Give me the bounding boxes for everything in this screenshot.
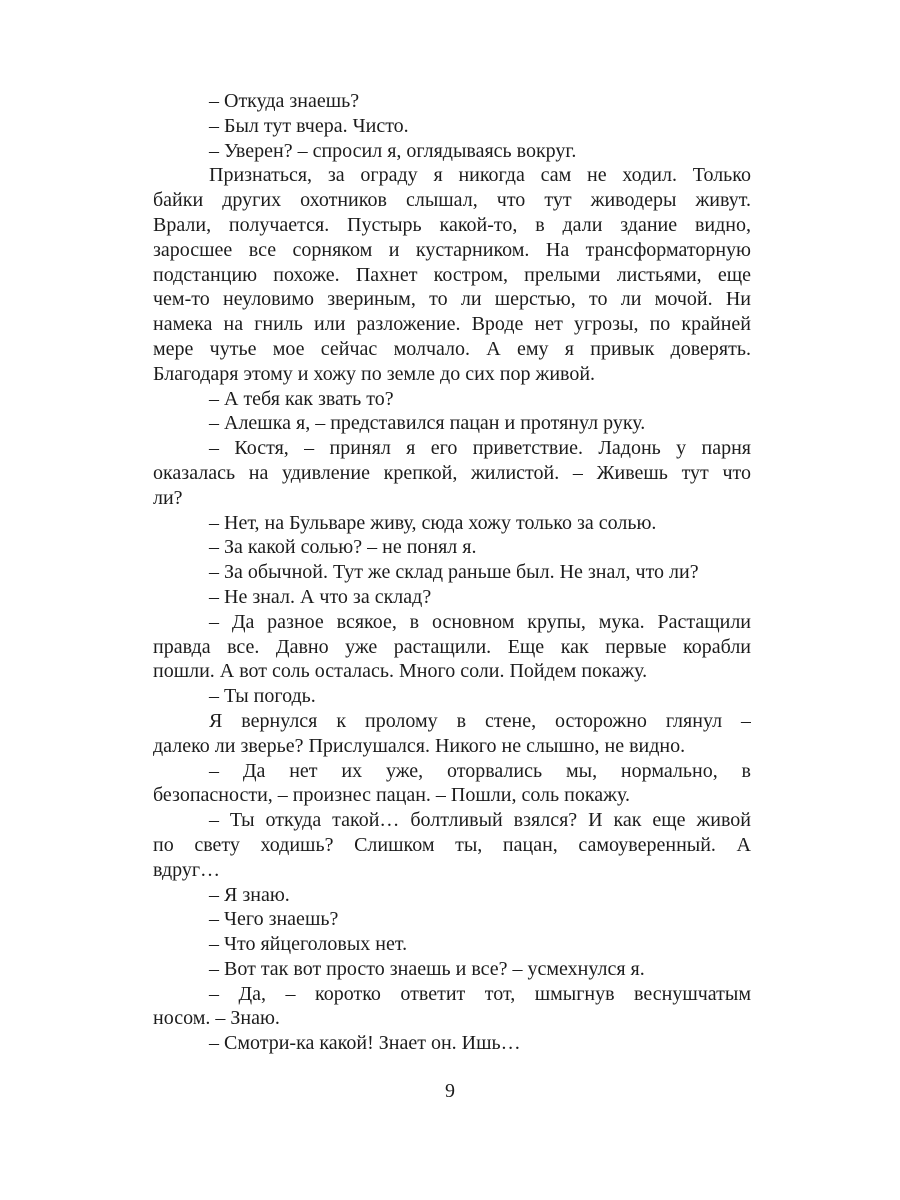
text-line: – Не знал. А что за склад? [209, 585, 432, 608]
text-line: мере чутье мое сейчас молчало. А ему я привык доверять. [153, 337, 751, 360]
paragraph [153, 387, 751, 412]
paragraph [153, 163, 751, 386]
text-line: безопасности, – произнес пацан. – Пошли, соль покажу. [153, 784, 630, 807]
text-line: далеко ли зверье? Прислушался. Никого не слышно, не видно. [153, 734, 686, 757]
paragraph [153, 1031, 751, 1056]
text-line: по свету ходишь? Слишком ты, пацан, самоуверенный. А [153, 833, 751, 856]
text-line: пошли. А вот соль осталась. Много соли. Пойдем покажу. [153, 660, 648, 683]
paragraph [153, 883, 751, 908]
text-line: – Вот так вот просто знаешь и все? – усмехнулся я. [209, 957, 645, 980]
paragraph [153, 759, 751, 809]
text-line: – Да разное всякое, в основном крупы, мука. Растащили [209, 610, 751, 633]
text-line: – Да, – коротко ответит тот, шмыгнув веснушчатым [209, 982, 751, 1005]
paragraph [153, 610, 751, 684]
paragraph [153, 511, 751, 536]
text-line: – Ты погодь. [209, 685, 316, 708]
paragraph [153, 436, 751, 510]
text-line: подстанцию похоже. Пахнет костром, прелыми листьями, еще [153, 263, 751, 286]
text-line: – Ты откуда такой… болтливый взялся? И как еще живой [209, 809, 751, 832]
page-text [153, 89, 751, 1056]
paragraph [153, 907, 751, 932]
paragraph [153, 684, 751, 709]
text-line: вдруг… [153, 858, 221, 881]
text-line: – Смотри-ка какой! Знает он. Ишь… [209, 1032, 521, 1055]
text-line: – Я знаю. [209, 883, 290, 906]
text-line: – Что яйцеголовых нет. [209, 933, 408, 956]
paragraph [153, 535, 751, 560]
page-number: 9 [445, 1080, 455, 1102]
paragraph [153, 411, 751, 436]
text-line: ли? [153, 486, 183, 509]
paragraph [153, 957, 751, 982]
text-line: – А тебя как звать то? [209, 387, 394, 410]
text-line: Благодаря этому и хожу по земле до сих пор живой. [153, 362, 596, 385]
paragraph [153, 139, 751, 164]
paragraph [153, 585, 751, 610]
paragraph [153, 560, 751, 585]
text-line: – За обычной. Тут же склад раньше был. Не знал, что ли? [209, 561, 699, 584]
text-line: Врали, получается. Пустырь какой-то, в дали здание видно, [153, 213, 751, 236]
text-line: оказалась на удивление крепкой, жилистой. – Живешь тут что [153, 461, 751, 484]
text-line: заросшее все сорняком и кустарником. На трансформаторную [153, 238, 751, 261]
text-line: – Уверен? – спросил я, оглядываясь вокруг. [209, 139, 577, 162]
paragraph [153, 709, 751, 759]
text-line: – Алешка я, – представился пацан и протянул руку. [209, 412, 646, 435]
text-line: байки других охотников слышал, что тут живодеры живут. [153, 189, 751, 212]
text-line: – Чего знаешь? [209, 908, 339, 931]
text-line: Признаться, за ограду я никогда сам не ходил. Только [209, 164, 751, 187]
text-line: – За какой солью? – не понял я. [209, 536, 477, 559]
text-line: – Нет, на Бульваре живу, сюда хожу только за солью. [209, 511, 657, 534]
paragraph [153, 808, 751, 882]
text-line: – Костя, – принял я его приветствие. Ладонь у парня [209, 437, 751, 460]
text-line: Я вернулся к пролому в стене, осторожно глянул – [209, 709, 751, 732]
paragraph [153, 89, 751, 114]
paragraph [153, 982, 751, 1032]
paragraph [153, 932, 751, 957]
text-line: намека на гниль или разложение. Вроде нет угрозы, по крайней [153, 313, 751, 336]
text-line: правда все. Давно уже растащили. Еще как первые корабли [153, 635, 751, 658]
text-line: носом. – Знаю. [153, 1007, 280, 1030]
text-line: – Да нет их уже, оторвались мы, нормально, в [209, 759, 751, 782]
text-line: – Был тут вчера. Чисто. [209, 114, 409, 137]
text-line: – Откуда знаешь? [209, 90, 360, 112]
text-line: чем-то неуловимо звериным, то ли шерстью, то ли мочой. Ни [153, 288, 751, 311]
paragraph [153, 114, 751, 139]
